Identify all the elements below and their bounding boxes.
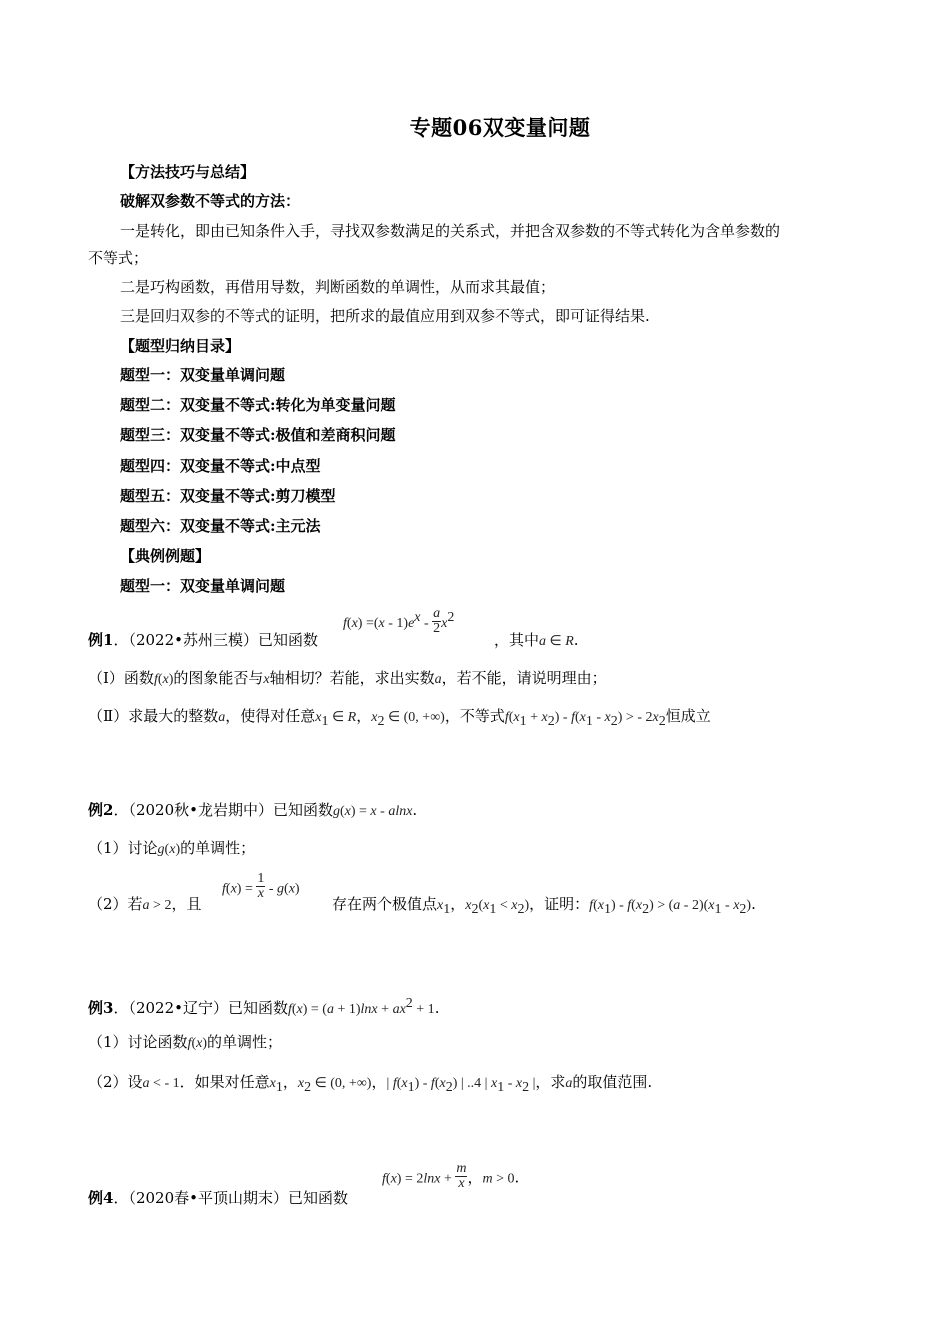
formula-f-from-g: f(x) = $\frac{1}{x}$ - g(x) (222, 871, 300, 901)
example-4-intro: 例4．（2020春•平顶山期末）已知函数 (88, 1189, 348, 1207)
example-3-part-2: （2）设a < - 1．如果对任意$x_1$，$x_2$ ∈ (0, +∞)，| $f(x_1) - f(x_2)$ | ..4 | $x_1 - x_2$ |，求a的取值范围. (88, 1073, 653, 1095)
catalog-item: 题型五：双变量不等式:剪刀模型 (120, 487, 336, 505)
catalog-item: 题型六：双变量不等式:主元法 (120, 517, 321, 535)
section-heading: 题型一：双变量单调问题 (120, 577, 286, 595)
method-paragraph-1-cont: 不等式； (88, 249, 149, 267)
method-subheader: 破解双参数不等式的方法： (120, 192, 301, 210)
example-2-part-2-cont: 存在两个极值点$x_1$，$x_2(x_1 < x_2)$，证明：$f(x_1) - f(x_2) > (a - 2)(x_1 - x_2)$. (332, 895, 756, 917)
example-label: 例1 (88, 631, 114, 649)
method-paragraph-2: 二是巧构函数，再借用导数，判断函数的单调性，从而求其最值； (120, 278, 556, 296)
catalog-item: 题型一：双变量单调问题 (120, 366, 286, 384)
catalog-item: 题型二：双变量不等式:转化为单变量问题 (120, 396, 396, 414)
example-2-intro: 例2．（2020秋•龙岩期中）已知函数g(x) = x - alnx. (88, 801, 418, 819)
method-paragraph-1: 一是转化，即由已知条件入手，寻找双参数满足的关系式，并把含双参数的不等式转化为含单参数的 (120, 222, 781, 240)
catalog-item: 题型三：双变量不等式:极值和差商积问题 (120, 426, 396, 444)
example-2-part-1: （1）讨论g(x)的单调性； (88, 839, 256, 857)
formula-f-definition: $f(x) =(x - 1)e^x$ - $\frac{a}{2}$ $x^2$ (343, 605, 455, 636)
example-1-tail: ，其中a ∈ R. (494, 631, 579, 649)
example-1-part-2: （Ⅱ）求最大的整数a，使得对任意$x_1$ ∈ R，$x_2$ ∈ (0, +∞)，不等式$f(x_1 + x_2) - f(x_1 - x_2)$ > - $2x_2$恒成立 (88, 707, 711, 729)
example-3-part-1: （1）讨论函数f(x)的单调性； (88, 1033, 283, 1051)
method-header: 【方法技巧与总结】 (120, 163, 256, 181)
formula-example-4: f(x) = 2lnx + $\frac{m}{x}$ ，m > 0. (382, 1161, 520, 1191)
example-1-part-1: （Ⅰ）函数f(x)的图象能否与x轴相切？若能，求出实数a，若不能，请说明理由； (88, 669, 607, 687)
example-1-intro (88, 630, 318, 650)
catalog-item: 题型四：双变量不等式:中点型 (120, 457, 321, 475)
catalog-header: 【题型归纳目录】 (120, 337, 241, 355)
example-3-intro: 例3．（2022•辽宁）已知函数$f(x) = (a + 1)\ln x + ax^2 + 1$. (88, 996, 440, 1017)
page-title: 专题06双变量问题 (409, 115, 591, 140)
example-source: ．（2022•苏州三模）已知函数 (113, 631, 318, 649)
example-2-part-2: （2）若a > 2，且 (88, 895, 202, 913)
method-paragraph-3: 三是回归双参的不等式的证明，把所求的最值应用到双参不等式，即可证得结果. (120, 307, 650, 325)
examples-header: 【典例例题】 (120, 547, 211, 565)
